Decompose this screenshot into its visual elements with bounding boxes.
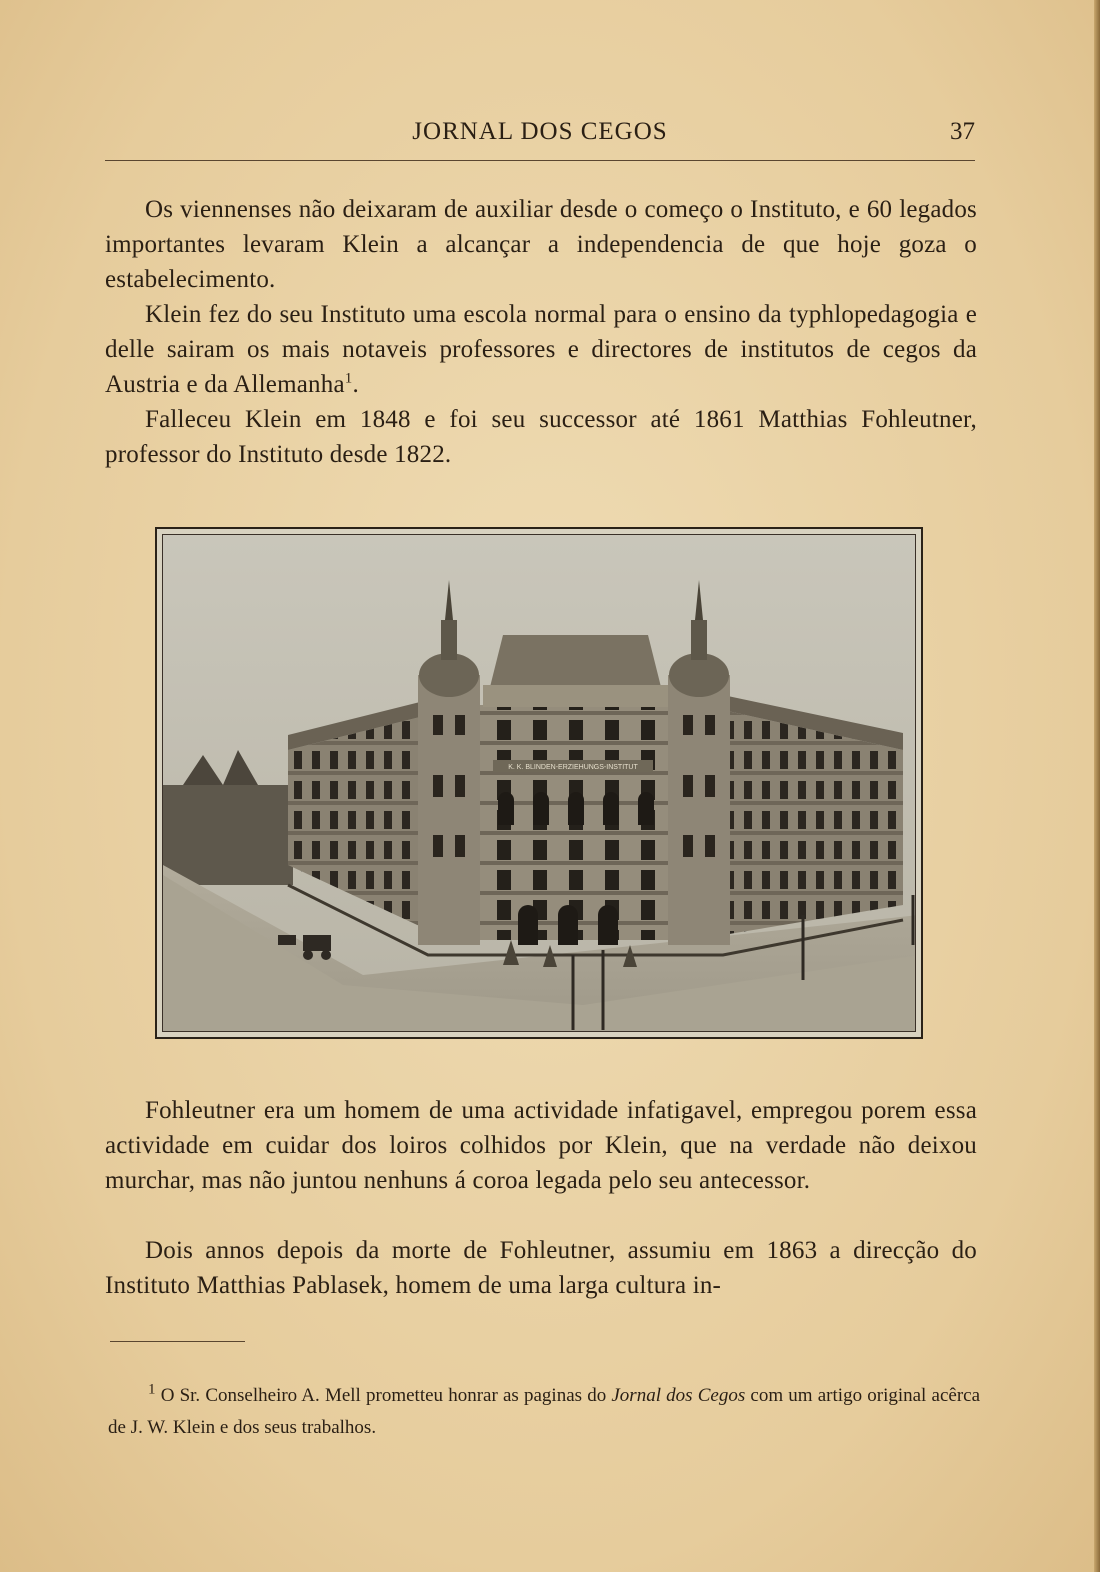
running-title: JORNAL DOS CEGOS — [412, 118, 668, 145]
paragraph-2-text: Klein fez do seu Instituto uma escola normal para o ensino da typhlopedagogia e delle sairam os mais notaveis professores e directores de institutos de cegos da Austria e da Allemanha — [105, 301, 977, 398]
paragraph-2-end: . — [352, 371, 359, 398]
page-edge — [1094, 0, 1100, 1572]
paragraph-4: Fohleutner era um homem de uma actividade infatigavel, empregou porem essa actividade em cuidar dos loiros colhidos por Klein, que na verdade não deixou murchar, mas não juntou nenhuns á coroa legada pelo seu antecessor. — [105, 1097, 977, 1194]
footnote — [108, 1380, 980, 1444]
footnote-marker: 1 — [148, 1381, 156, 1398]
left-tower — [418, 675, 480, 945]
footnote-text-after: com um artigo original acêrca de J. W. Klein e dos seus trabalhos. — [108, 1385, 981, 1438]
photo-frame — [162, 534, 916, 1032]
footnote-reference[interactable]: 1 — [344, 370, 353, 387]
paragraph-5: Dois annos depois da morte de Fohleutner, assumiu em 1863 a direcção do Instituto Matthias Pablasek, homem de uma larga cultura in- — [105, 1237, 977, 1299]
running-head — [105, 118, 975, 152]
footnote-journal-title: Jornal dos Cegos — [611, 1385, 746, 1406]
paragraph-1: Os viennenses não deixaram de auxiliar desde o começo o Instituto, e 60 legados importantes levaram Klein a alcançar a independencia de que hoje goza o estabelecimento. — [105, 196, 977, 293]
institute-building-illustration — [163, 535, 916, 1032]
footnote-text-before: O Sr. Conselheiro A. Mell prometteu honrar as paginas do — [160, 1385, 612, 1406]
facade-sign: K. K. BLINDEN-ERZIEHUNGS-INSTITUT — [508, 764, 638, 771]
paragraph-3: Falleceu Klein em 1848 e foi seu successor até 1861 Matthias Fohleutner, professor do Instituto desde 1822. — [105, 406, 977, 468]
building-photograph — [155, 527, 923, 1039]
footnote-rule — [110, 1341, 245, 1342]
right-tower — [668, 675, 730, 945]
trees-left — [163, 785, 293, 885]
page-number: 37 — [950, 118, 975, 145]
paragraph-2 — [105, 297, 977, 402]
header-rule — [105, 160, 975, 161]
